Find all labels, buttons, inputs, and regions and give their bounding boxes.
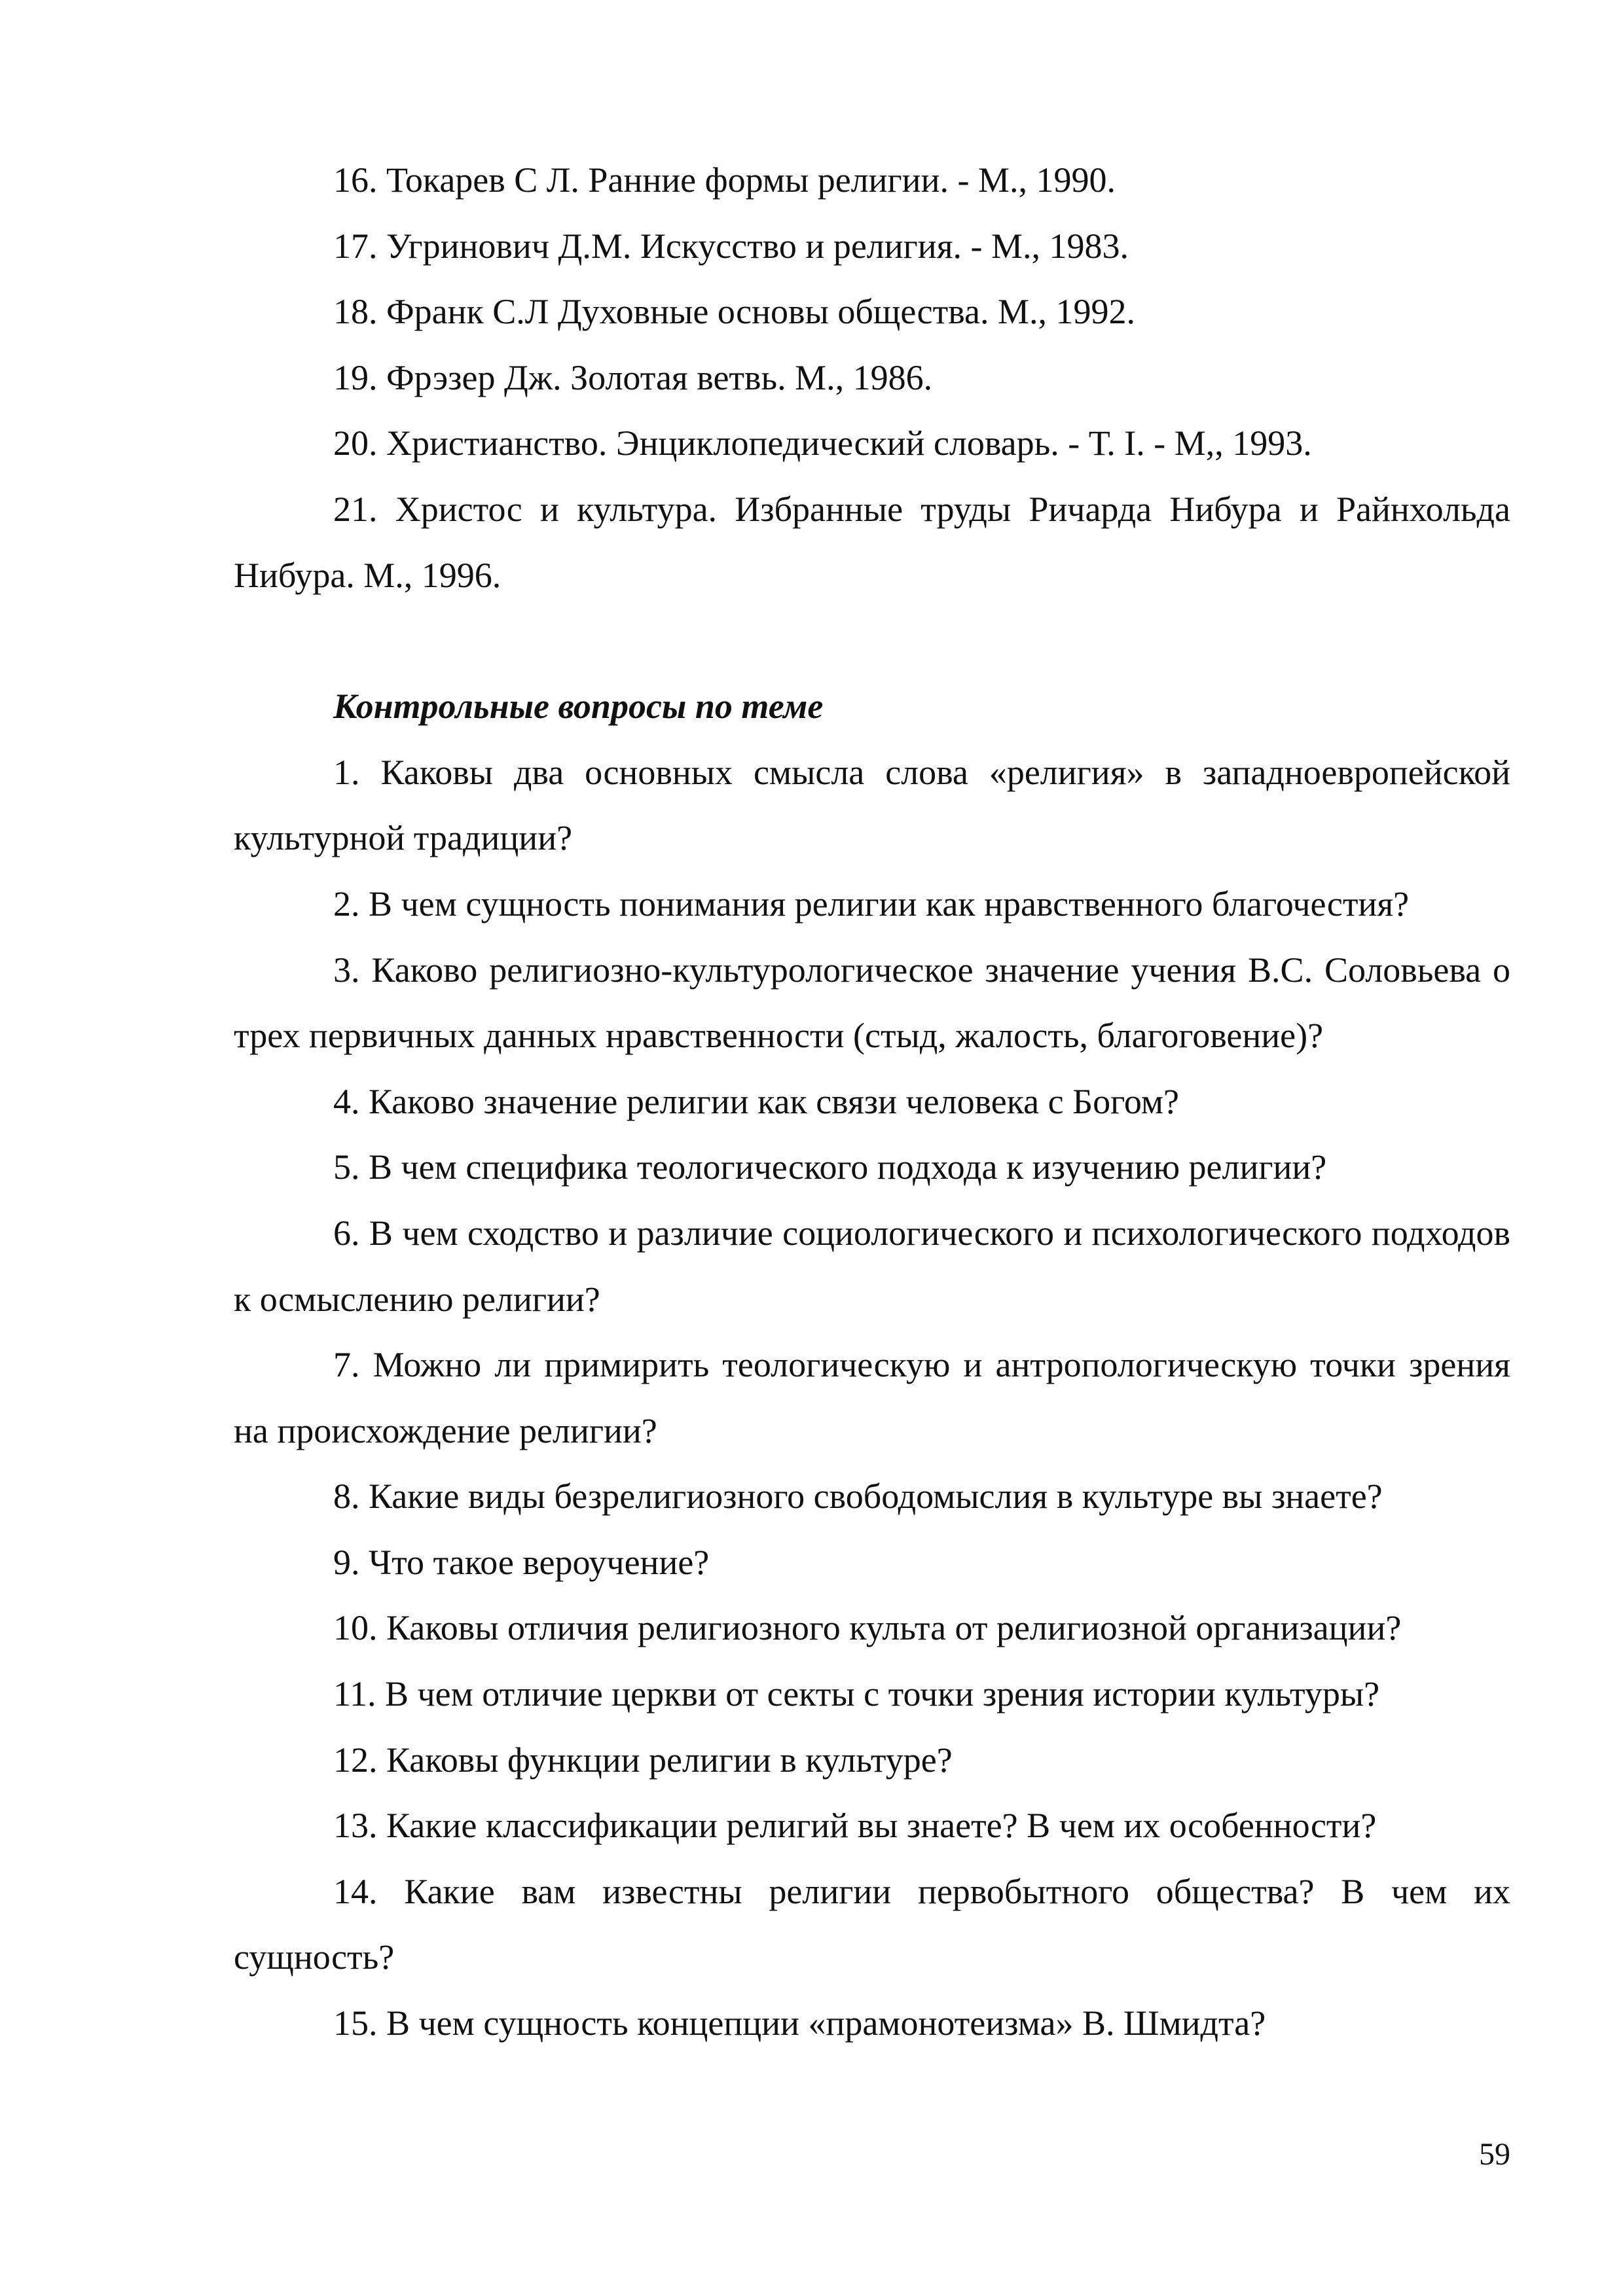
question-item: 11. В чем отличие церкви от секты с точки зрения истории культуры? xyxy=(333,1674,1380,1714)
question-item: 6. В чем сходство и различие социологического и психологического подходов к осмыслению религии? xyxy=(234,1213,1510,1319)
question-item: 7. Можно ли примирить теологическую и антропологическую точки зрения на происхождение религии? xyxy=(234,1345,1510,1450)
question-item: 8. Какие виды безрелигиозного свободомыслия в культуре вы знаете? xyxy=(333,1477,1383,1516)
page-number: 59 xyxy=(1479,2137,1510,2172)
reference-item: 18. Франк С.Л Духовные основы общества. М., 1992. xyxy=(333,292,1136,332)
section-heading: Контрольные вопросы по теме xyxy=(333,687,824,726)
question-item: 12. Каковы функции религии в культуре? xyxy=(333,1740,953,1780)
question-item: 4. Каково значение религии как связи человека с Богом? xyxy=(333,1081,1180,1121)
reference-item: 20. Христианство. Энциклопедический словарь. - Т. I. - М,, 1993. xyxy=(333,423,1312,463)
question-item: 3. Каково религиозно-культурологическое значение учения В.С. Соловьева о трех первичных данных нравственности (стыд, жалость, благоговение)? xyxy=(234,950,1510,1056)
reference-item: 21. Христос и культура. Избранные труды Ричарда Нибура и Райнхольда Нибура. М., 1996. xyxy=(234,489,1510,595)
question-item: 13. Какие классификации религий вы знаете? В чем их особенности? xyxy=(333,1806,1377,1846)
question-item: 10. Каковы отличия религиозного культа от религиозной организации? xyxy=(333,1608,1402,1648)
question-item: 1. Каковы два основных смысла слова «религия» в западноевропейской культурной традиции? xyxy=(234,752,1510,858)
question-item: 9. Что такое вероучение? xyxy=(333,1542,710,1582)
question-item: 14. Какие вам известны религии первобытного общества? В чем их сущность? xyxy=(234,1871,1510,1977)
reference-item: 19. Фрэзер Дж. Золотая ветвь. М., 1986. xyxy=(333,357,933,397)
question-item: 5. В чем специфика теологического подхода к изучению религии? xyxy=(333,1147,1327,1187)
page-content xyxy=(234,147,1510,2056)
question-item: 15. В чем сущность концепции «прамонотеизма» В. Шмидта? xyxy=(333,2003,1266,2043)
reference-list xyxy=(234,147,1510,608)
question-item: 2. В чем сущность понимания религии как нравственного благочестия? xyxy=(333,884,1410,924)
reference-item: 17. Угринович Д.М. Искусство и религия. - М., 1983. xyxy=(333,226,1129,266)
reference-item: 16. Токарев С Л. Ранние формы религии. - М., 1990. xyxy=(333,160,1116,200)
question-list xyxy=(234,740,1510,2056)
